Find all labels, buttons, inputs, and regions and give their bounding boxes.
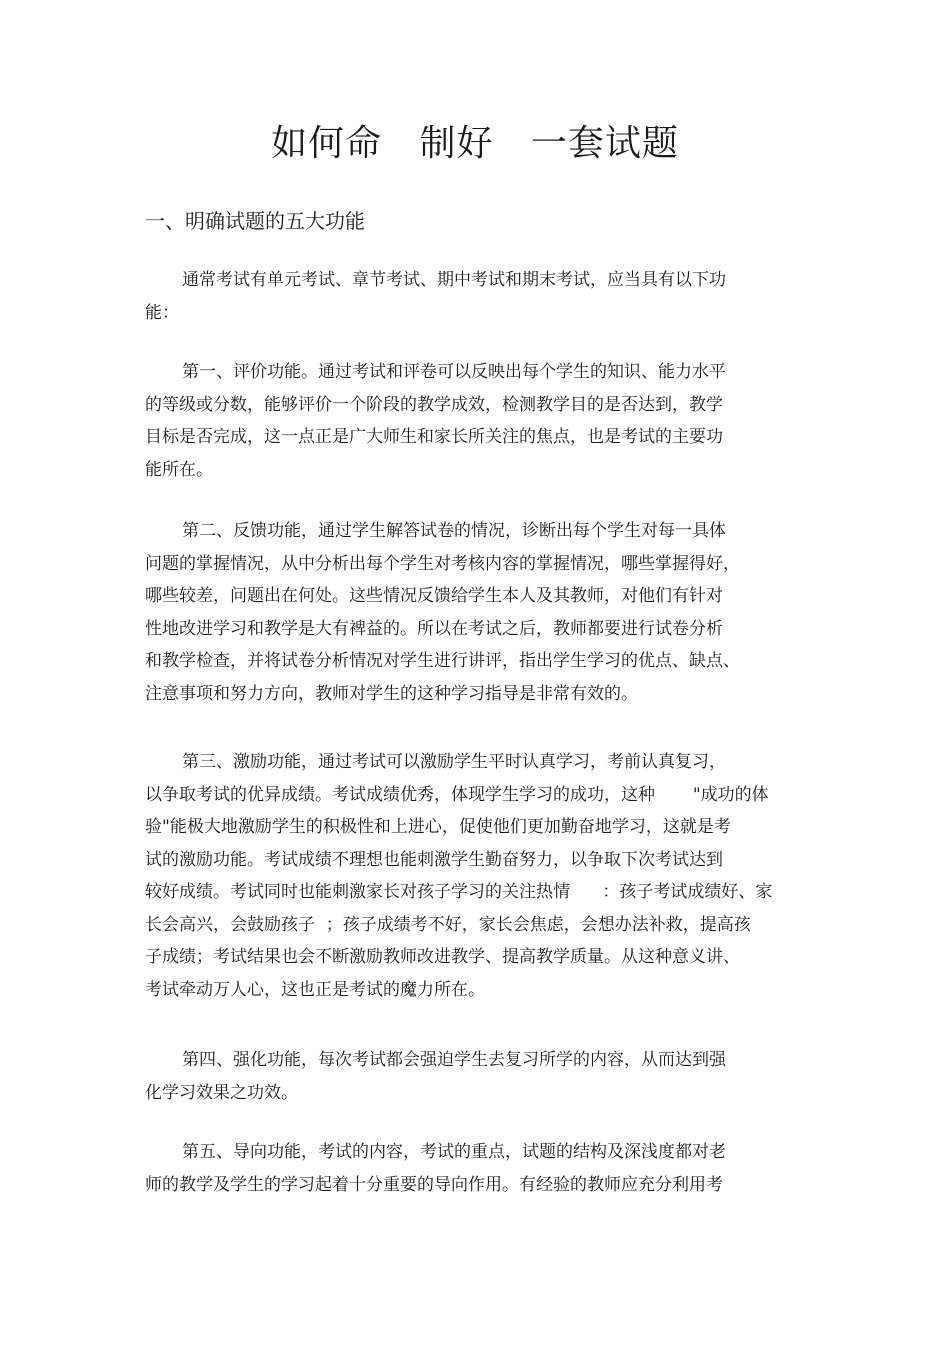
- paragraph-evaluation: [145, 356, 805, 486]
- paragraph-line: 化学习效果之功效。: [145, 1082, 298, 1103]
- paragraph-line: 问题的掌握情况，从中分析出每个学生对考核内容的掌握情况，哪些掌握得好，: [145, 553, 740, 574]
- paragraph-line: 验"能极大地激励学生的积极性和上进心，促使他们更加勤奋地学习，这就是考: [145, 817, 731, 837]
- paragraph-intro: [145, 264, 805, 329]
- paragraph-line: 哪些较差，问题出在何处。这些情况反馈给学生本人及其教师，对他们有针对: [145, 586, 723, 606]
- paragraph-feedback: [145, 515, 805, 710]
- paragraph-line: 较好成绩。考试同时也能刺激家长对孩子学习的关注热情 ：孩子考试成绩好、家: [145, 882, 773, 902]
- paragraph-line: 考试牵动万人心，这也正是考试的魔力所在。: [145, 979, 485, 1000]
- paragraph-line: 性地改进学习和教学是大有裨益的。所以在考试之后，教师都要进行试卷分析: [145, 618, 723, 639]
- paragraph-line: 第四、强化功能，每次考试都会强迫学生去复习所学的内容，从而达到强: [182, 1050, 726, 1070]
- paragraph-line: 目标是否完成，这一点正是广大师生和家长所关注的焦点，也是考试的主要功: [145, 427, 723, 447]
- paragraph-line: 长会高兴，会鼓励孩子 ；孩子成绩考不好，家长会焦虑，会想办法补救，提高孩: [145, 914, 751, 935]
- paragraph-line: 和教学检查，并将试卷分析情况对学生进行讲评，指出学生学习的优点、缺点、: [145, 651, 740, 671]
- paragraph-motivation: [145, 746, 805, 1006]
- document-title: 如何命 制好 一套试题: [271, 123, 679, 164]
- paragraph-line: 师的教学及学生的学习起着十分重要的导向作用。有经验的教师应充分利用考: [145, 1174, 723, 1195]
- paragraph-line: 注意事项和努力方向，教师对学生的这种学习指导是非常有效的。: [145, 683, 638, 704]
- paragraph-line: 通常考试有单元考试、章节考试、期中考试和期末考试，应当具有以下功: [182, 270, 726, 290]
- paragraph-reinforcement: [145, 1044, 805, 1109]
- paragraph-line: 能所在。: [145, 459, 213, 480]
- paragraph-line: 试的激励功能。考试成绩不理想也能刺激学生勤奋努力，以争取下次考试达到: [145, 849, 723, 870]
- paragraph-line: 能：: [145, 302, 179, 323]
- paragraph-line: 第一、评价功能。通过考试和评卷可以反映出每个学生的知识、能力水平: [182, 362, 726, 382]
- paragraph-line: 第二、反馈功能，通过学生解答试卷的情况，诊断出每个学生对每一具体: [182, 521, 726, 541]
- paragraph-line: 第五、导向功能，考试的内容，考试的重点，试题的结构及深浅度都对老: [182, 1142, 726, 1162]
- paragraph-line: 子成绩；考试结果也会不断激励教师改进教学、提高教学质量。从这种意义讲、: [145, 947, 740, 967]
- paragraph-line: 以争取考试的优异成绩。考试成绩优秀，体现学生学习的成功，这种 "成功的体: [145, 784, 769, 805]
- paragraph-guidance: [145, 1136, 805, 1201]
- paragraph-line: 第三、激励功能，通过考试可以激励学生平时认真学习，考前认真复习，: [182, 752, 726, 772]
- paragraph-line: 的等级或分数，能够评价一个阶段的教学成效，检测教学目的是否达到，教学: [145, 394, 723, 415]
- section-heading: 一、明确试题的五大功能: [145, 209, 365, 233]
